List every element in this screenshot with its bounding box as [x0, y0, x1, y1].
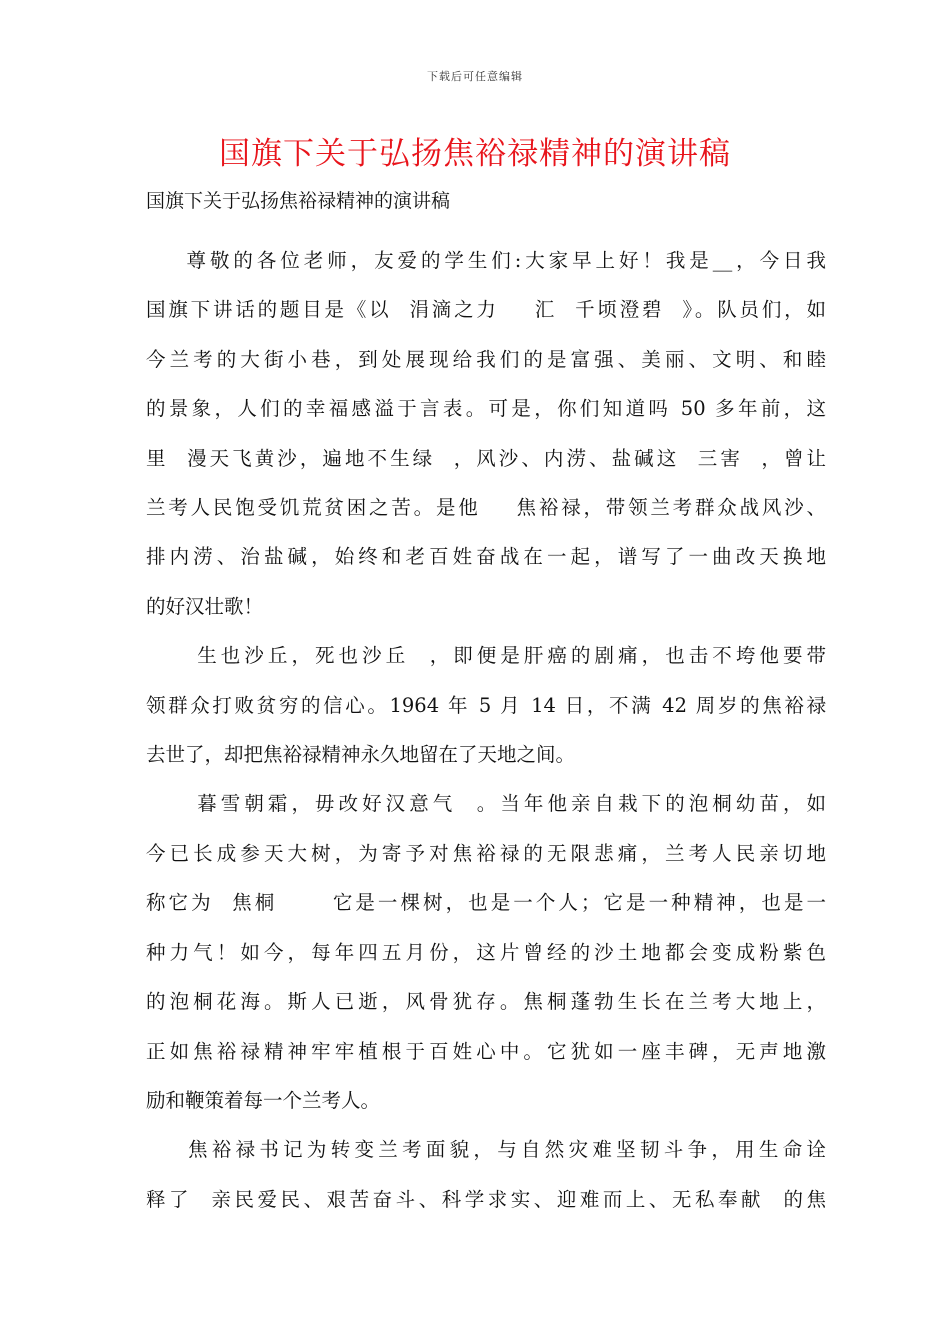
- paragraph-line: 今已长成参天大树，为寄予对焦裕禄的无限悲痛，兰考人民亲切地: [146, 841, 826, 865]
- paragraph-line: 去世了，却把焦裕禄精神永久地留在了天地之间。: [146, 743, 576, 767]
- paragraph-line: 种力气！如今，每年四五月份，这片曾经的沙土地都会变成粉紫色: [146, 940, 826, 964]
- header-note: 下载后可任意编辑: [427, 70, 523, 83]
- paragraph-line: 今兰考的大街小巷，到处展现给我们的是富强、美丽、文明、和睦: [146, 347, 826, 371]
- paragraph-line: 的景象，人们的幸福感溢于言表。可是，你们知道吗 50 多年前，这: [146, 397, 826, 421]
- paragraph-line: 领群众打败贫穷的信心。1964 年 5 月 14 日，不满 42 周岁的焦裕禄: [146, 693, 826, 717]
- paragraph-line: 的好汉壮歌！: [146, 594, 264, 618]
- paragraph: [146, 779, 826, 1125]
- paragraph-line: 正如焦裕禄精神牢牢植根于百姓心中。它犹如一座丰碑，无声地激: [146, 1039, 826, 1063]
- paragraph: [146, 1125, 826, 1224]
- paragraph-line: 称它为 焦桐 它是一棵树，也是一个人；它是一种精神，也是一: [146, 891, 826, 915]
- paragraph-line: 里 漫天飞黄沙，遍地不生绿 ，风沙、内涝、盐碱这 三害 ，曾让: [146, 446, 826, 470]
- paragraph-line: 兰考人民饱受饥荒贫困之苦。是他 焦裕禄，带领兰考群众战风沙、: [146, 496, 826, 520]
- paragraph-line: 暮雪朝霜，毋改好汉意气 。当年他亲自栽下的泡桐幼苗，如: [146, 792, 826, 816]
- document-subtitle: 国旗下关于弘扬焦裕禄精神的演讲稿: [146, 190, 451, 212]
- paragraph-line: 的泡桐花海。斯人已逝，风骨犹存。焦桐蓬勃生长在兰考大地上，: [146, 990, 826, 1014]
- paragraph-line: 生也沙丘，死也沙丘 ，即便是肝癌的剧痛，也击不垮他要带: [146, 644, 826, 668]
- paragraph-line: 焦裕禄书记为转变兰考面貌，与自然灾难坚韧斗争，用生命诠: [146, 1138, 826, 1162]
- document-body: [146, 236, 826, 1224]
- paragraph-line: 尊敬的各位老师，友爱的学生们:大家早上好！我是__，今日我: [146, 249, 826, 272]
- paragraph: [146, 236, 826, 631]
- paragraph-line: 国旗下讲话的题目是《以 涓滴之力 汇 千顷澄碧 》。队员们，如: [146, 298, 826, 322]
- document-title: 国旗下关于弘扬焦裕禄精神的演讲稿: [219, 136, 731, 172]
- paragraph-line: 励和鞭策着每一个兰考人。: [146, 1088, 381, 1112]
- paragraph: [146, 631, 826, 779]
- paragraph-line: 排内涝、治盐碱，始终和老百姓奋战在一起，谱写了一曲改天换地: [146, 545, 826, 569]
- paragraph-line: 释了 亲民爱民、艰苦奋斗、科学求实、迎难而上、无私奉献 的焦: [146, 1187, 826, 1211]
